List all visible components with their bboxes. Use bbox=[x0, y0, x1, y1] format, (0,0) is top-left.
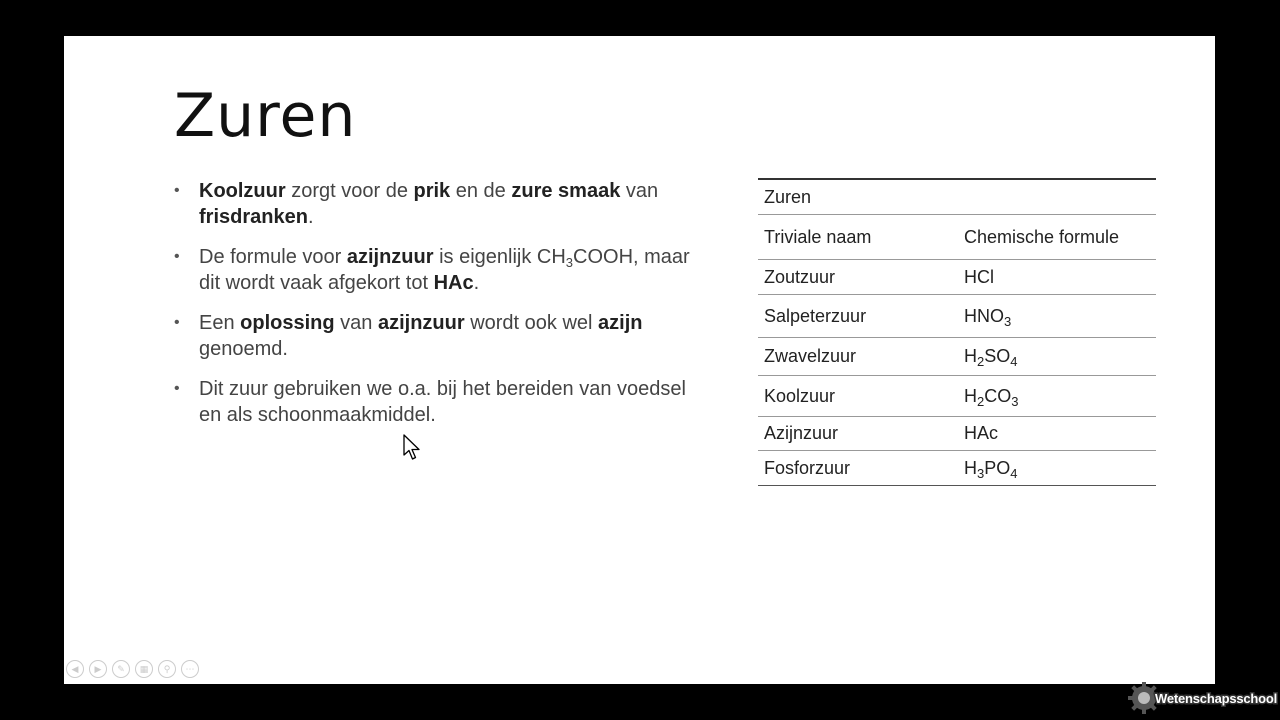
acid-name: Salpeterzuur bbox=[758, 295, 958, 338]
acids-table bbox=[758, 178, 1156, 486]
bold-text: azijn bbox=[598, 312, 643, 334]
bullet-item bbox=[172, 178, 692, 230]
subscript: 2 bbox=[977, 354, 985, 369]
formula-part: HAc bbox=[964, 423, 999, 443]
bullet-item bbox=[172, 310, 692, 362]
bold-text: HAc bbox=[433, 272, 474, 294]
table-header-row bbox=[758, 215, 1156, 260]
bullet-item bbox=[172, 244, 692, 296]
previous-icon[interactable]: ◀ bbox=[66, 660, 84, 678]
bold-text: azijnzuur bbox=[346, 246, 434, 268]
subscript: 4 bbox=[1010, 354, 1018, 369]
slideshow-controls bbox=[66, 660, 199, 678]
text: wordt ook wel bbox=[464, 312, 599, 334]
acid-name: Fosforzuur bbox=[758, 451, 958, 486]
bullet-item bbox=[172, 376, 692, 428]
bold-text: Koolzuur bbox=[199, 180, 286, 202]
formula-part: H bbox=[964, 457, 977, 478]
table-row bbox=[758, 338, 1156, 376]
pen-icon[interactable]: ✎ bbox=[112, 660, 130, 678]
text: De formule voor bbox=[199, 246, 347, 268]
table-row bbox=[758, 417, 1156, 451]
slides-icon[interactable]: ▦ bbox=[135, 660, 153, 678]
table-row bbox=[758, 376, 1156, 417]
bold-text: azijnzuur bbox=[377, 312, 465, 334]
header-chemische-formule: Chemische formule bbox=[958, 215, 1156, 260]
bold-text: oplossing bbox=[240, 312, 335, 334]
text: is eigenlijk CH bbox=[433, 246, 566, 268]
table-row bbox=[758, 260, 1156, 295]
text: van bbox=[620, 180, 659, 202]
text: van bbox=[334, 312, 378, 334]
acid-formula bbox=[958, 295, 1156, 338]
subscript: 3 bbox=[1011, 393, 1019, 409]
acid-name: Zoutzuur bbox=[758, 260, 958, 295]
table-row bbox=[758, 451, 1156, 486]
subscript: 4 bbox=[1010, 465, 1018, 481]
acid-name: Zwavelzuur bbox=[758, 338, 958, 376]
formula-part: PO bbox=[984, 457, 1011, 478]
acid-name: Azijnzuur bbox=[758, 417, 958, 451]
header-triviale-naam: Triviale naam bbox=[758, 215, 958, 260]
slide-title: Zuren bbox=[174, 81, 357, 151]
text: . bbox=[307, 206, 314, 228]
formula-part: H bbox=[964, 385, 977, 406]
formula-part: HNO bbox=[964, 305, 1004, 326]
acid-formula bbox=[958, 417, 1156, 451]
formula-part: SO bbox=[984, 346, 1011, 366]
acid-formula bbox=[958, 376, 1156, 417]
formula-part: H bbox=[964, 346, 977, 366]
text: en de bbox=[450, 180, 512, 202]
logo bbox=[1127, 681, 1277, 715]
formula-part: CO bbox=[984, 385, 1012, 406]
bold-text: prik bbox=[413, 180, 451, 202]
zoom-icon[interactable]: ⚲ bbox=[158, 660, 176, 678]
formula-part: HCl bbox=[964, 266, 994, 287]
text: COOH, maar dit wordt vaak afgekort tot bbox=[199, 246, 690, 294]
text: Dit zuur gebruiken we o.a. bij het bereiden van voedsel en als schoonmaakmiddel. bbox=[199, 378, 686, 426]
text: zorgt voor de bbox=[285, 180, 414, 202]
acid-formula bbox=[958, 338, 1156, 376]
acid-formula bbox=[958, 451, 1156, 486]
table-row bbox=[758, 295, 1156, 338]
logo-text: Wetenschapsschool bbox=[1155, 690, 1278, 706]
text: . bbox=[473, 272, 480, 294]
mouse-cursor-icon bbox=[402, 434, 422, 462]
subscript: 3 bbox=[977, 465, 985, 481]
acid-name: Koolzuur bbox=[758, 376, 958, 417]
table-caption-row bbox=[758, 179, 1156, 215]
slide bbox=[64, 36, 1278, 706]
table-caption: Zuren bbox=[758, 179, 1156, 215]
text: genoemd. bbox=[199, 338, 288, 360]
next-icon[interactable]: ▶ bbox=[89, 660, 107, 678]
acid-formula bbox=[958, 260, 1156, 295]
text: Een bbox=[199, 312, 241, 334]
more-icon[interactable]: ⋯ bbox=[181, 660, 199, 678]
subscript: 3 bbox=[1004, 313, 1012, 329]
bullet-list bbox=[172, 178, 692, 442]
subscript: 2 bbox=[977, 393, 985, 409]
bold-text: zure smaak bbox=[511, 180, 621, 202]
subscript: 3 bbox=[565, 255, 574, 270]
bold-text: frisdranken bbox=[199, 206, 308, 228]
